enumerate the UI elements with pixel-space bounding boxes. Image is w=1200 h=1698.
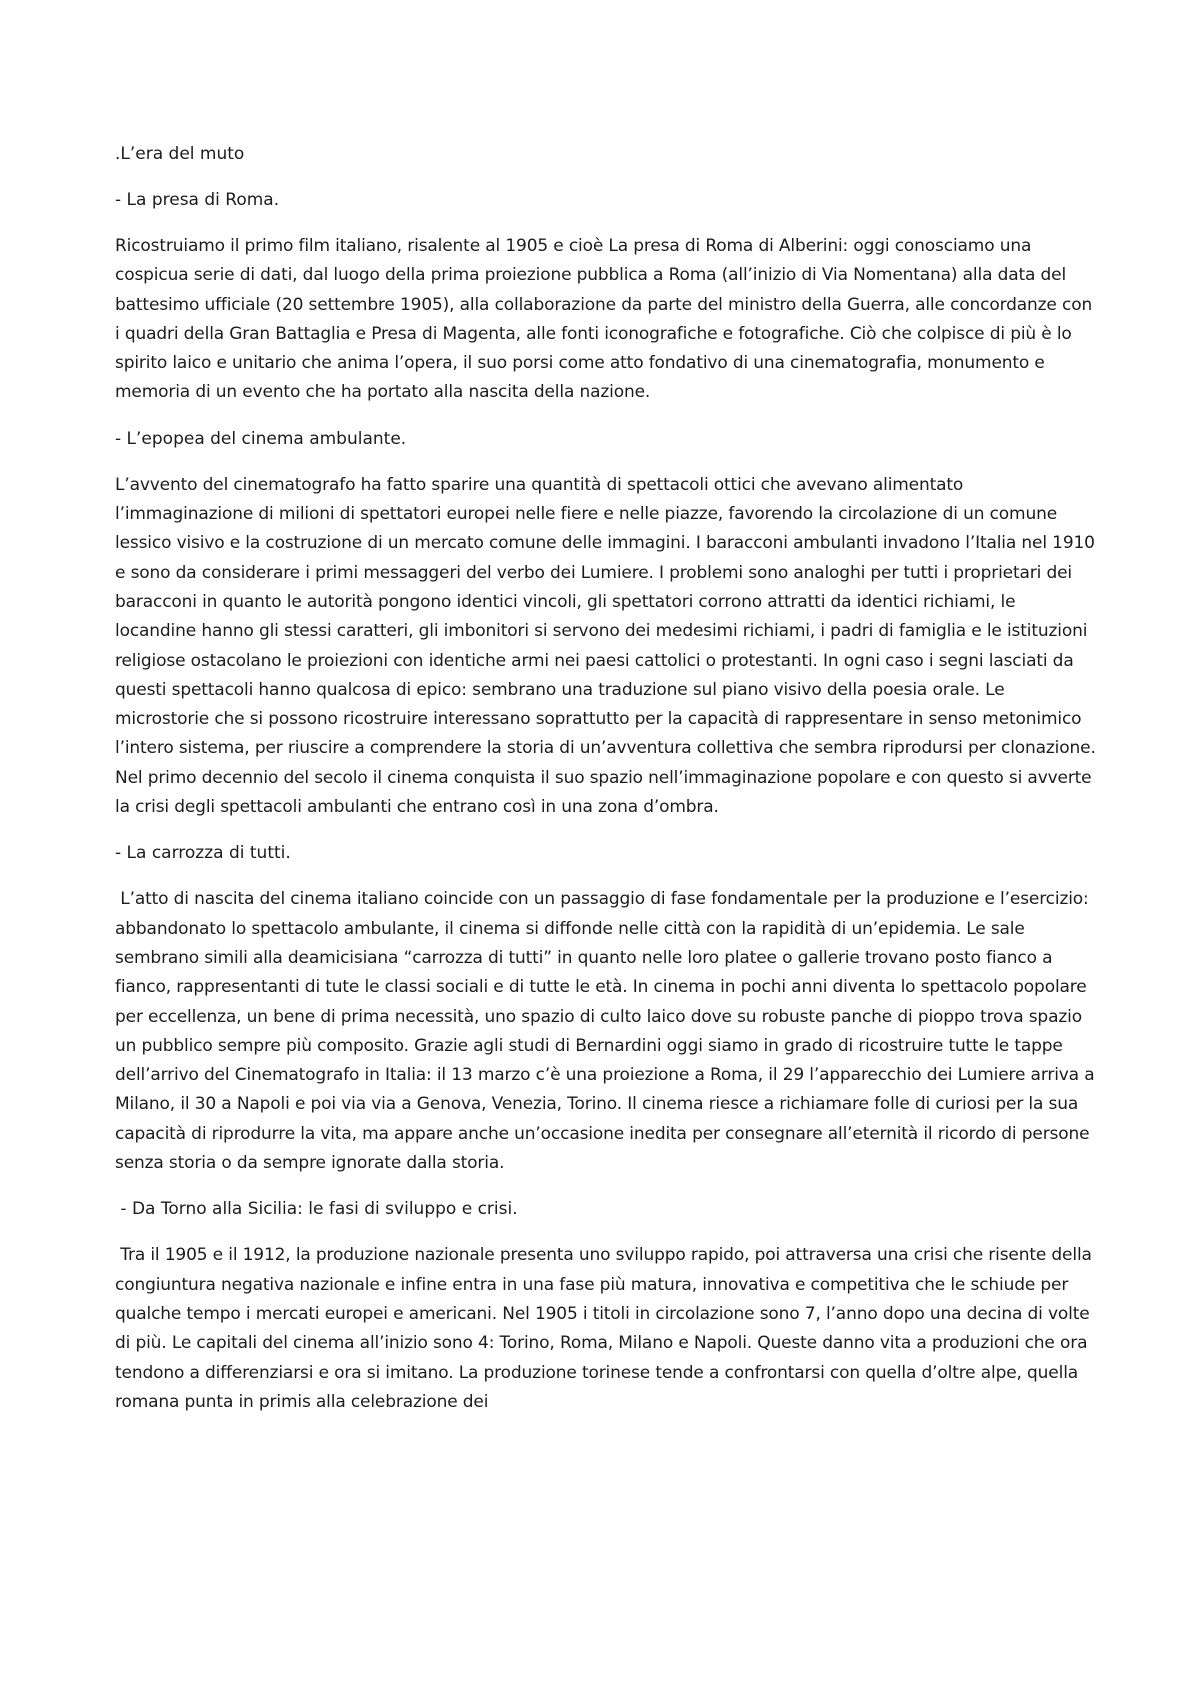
section-heading-presa-di-roma: - La presa di Roma.	[115, 190, 280, 210]
section-text-carrozza-di-tutti: L’atto di nascita del cinema italiano coincide con un passaggio di fase fondamentale per la produzione e l’esercizio: abbandonato lo spettacolo ambulante, il cinema si diffonde nelle città con la rapidità di un’epidemia. Le sale sembrano simili alla deamicisiana “carrozza di tutti” in quanto nelle loro platee o gallerie trovano posto fianco a fianco, rappresentanti di tute le classi sociali e di tutte le età. In cinema in pochi anni diventa lo spettacolo popolare per eccellenza, un bene di prima necessità, uno spazio di culto laico dove su robuste panche di pioppo trova spazio un pubblico sempre più composito. Grazie agli studi di Bernardini oggi siamo in grado di ricostruire tutte le tappe dell’arrivo del Cinematografo in Italia: il 13 marzo c’è una proiezione a Roma, il 29 l’apparecchio dei Lumiere arriva a Milano, il 30 a Napoli e poi via via a Genova, Venezia, Torino. Il cinema riesce a richiamare folle di curiosi per la sua capacità di riprodurre la vita, ma appare anche un’occasione inedita per consegnare all’eternità il ricordo di persone senza storia o da sempre ignorate dalla storia.	[115, 889, 1100, 1174]
section-text-cinema-ambulante: L’avvento del cinematografo ha fatto sparire una quantità di spettacoli ottici che avevano alimentato l’immaginazione di milioni di spettatori europei nelle fiere e nelle piazze, favorendo la circolazione di un comune lessico visivo e la costruzione di un mercato comune delle immagini. I baracconi ambulanti invadono l’Italia nel 1910 e sono da considerare i primi messaggeri del verbo dei Lumiere. I problemi sono analoghi per tutti i proprietari dei baracconi in quanto le autorità pongono identici vincoli, gli spettatori corrono attratti da identici richiami, le locandine hanno gli stessi caratteri, gli imbonitori si servono dei medesimi richiami, i padri di famiglia e le istituzioni religiose ostacolano le proiezioni con identiche armi nei paesi cattolici o protestanti. In ogni caso i segni lasciati da questi spettacoli hanno qualcosa di epico: sembrano una traduzione sul piano visivo della poesia orale. Le microstorie che si possono ricostruire interessano soprattutto per la capacità di rappresentare in senso metonimico l’intero sistema, per riuscire a comprendere la storia di un’avventura collettiva che sembra riprodursi per clonazione. Nel primo decennio del secolo il cinema conquista il suo spazio nell’immaginazione popolare e con questo si avverte la crisi degli spettacoli ambulanti che entrano così in una zona d’ombra.	[115, 474, 1096, 818]
section-text-presa-di-roma: Ricostruiamo il primo film italiano, risalente al 1905 e cioè La presa di Roma di Alberini: oggi conosciamo una cospicua serie di dati, dal luogo della prima proiezione pubblica a Roma (all’inizio di Via Nomentana) alla data del battesimo ufficiale (20 settembre 1905), alla collaborazione da parte del ministro della Guerra, alle concordanze con i quadri della Gran Battaglia e Presa di Magenta, alle fonti iconografiche e fotografiche. Ciò che colpisce di più è lo spirito laico e unitario che anima l’opera, il suo porsi come atto fondativo di una cinematografia, monumento e memoria di un evento che ha portato alla nascita della nazione.	[115, 236, 1093, 403]
section-text-torino-sicilia: Tra il 1905 e il 1912, la produzione nazionale presenta uno sviluppo rapido, poi attraversa una crisi che risente della congiuntura negativa nazionale e infine entra in una fase più matura, innovativa e competitiva che le schiude per qualche tempo i mercati europei e americani. Nel 1905 i titoli in circolazione sono 7, l’anno dopo una decina di volte di più. Le capitali del cinema all’inizio sono 4: Torino, Roma, Milano e Napoli. Queste danno vita a produzioni che ora tendono a differenziarsi e ora si imitano. La produzione torinese tende a confrontarsi con quella d’oltre alpe, quella romana punta in primis alla celebrazione dei	[115, 1245, 1098, 1412]
section-heading-torino-sicilia: - Da Torno alla Sicilia: le fasi di sviluppo e crisi.	[115, 1199, 518, 1220]
document-title: .L’era del muto	[115, 144, 245, 164]
section-heading-carrozza-di-tutti: - La carrozza di tutti.	[115, 843, 291, 864]
section-heading-cinema-ambulante: - L’epopea del cinema ambulante.	[115, 428, 407, 449]
